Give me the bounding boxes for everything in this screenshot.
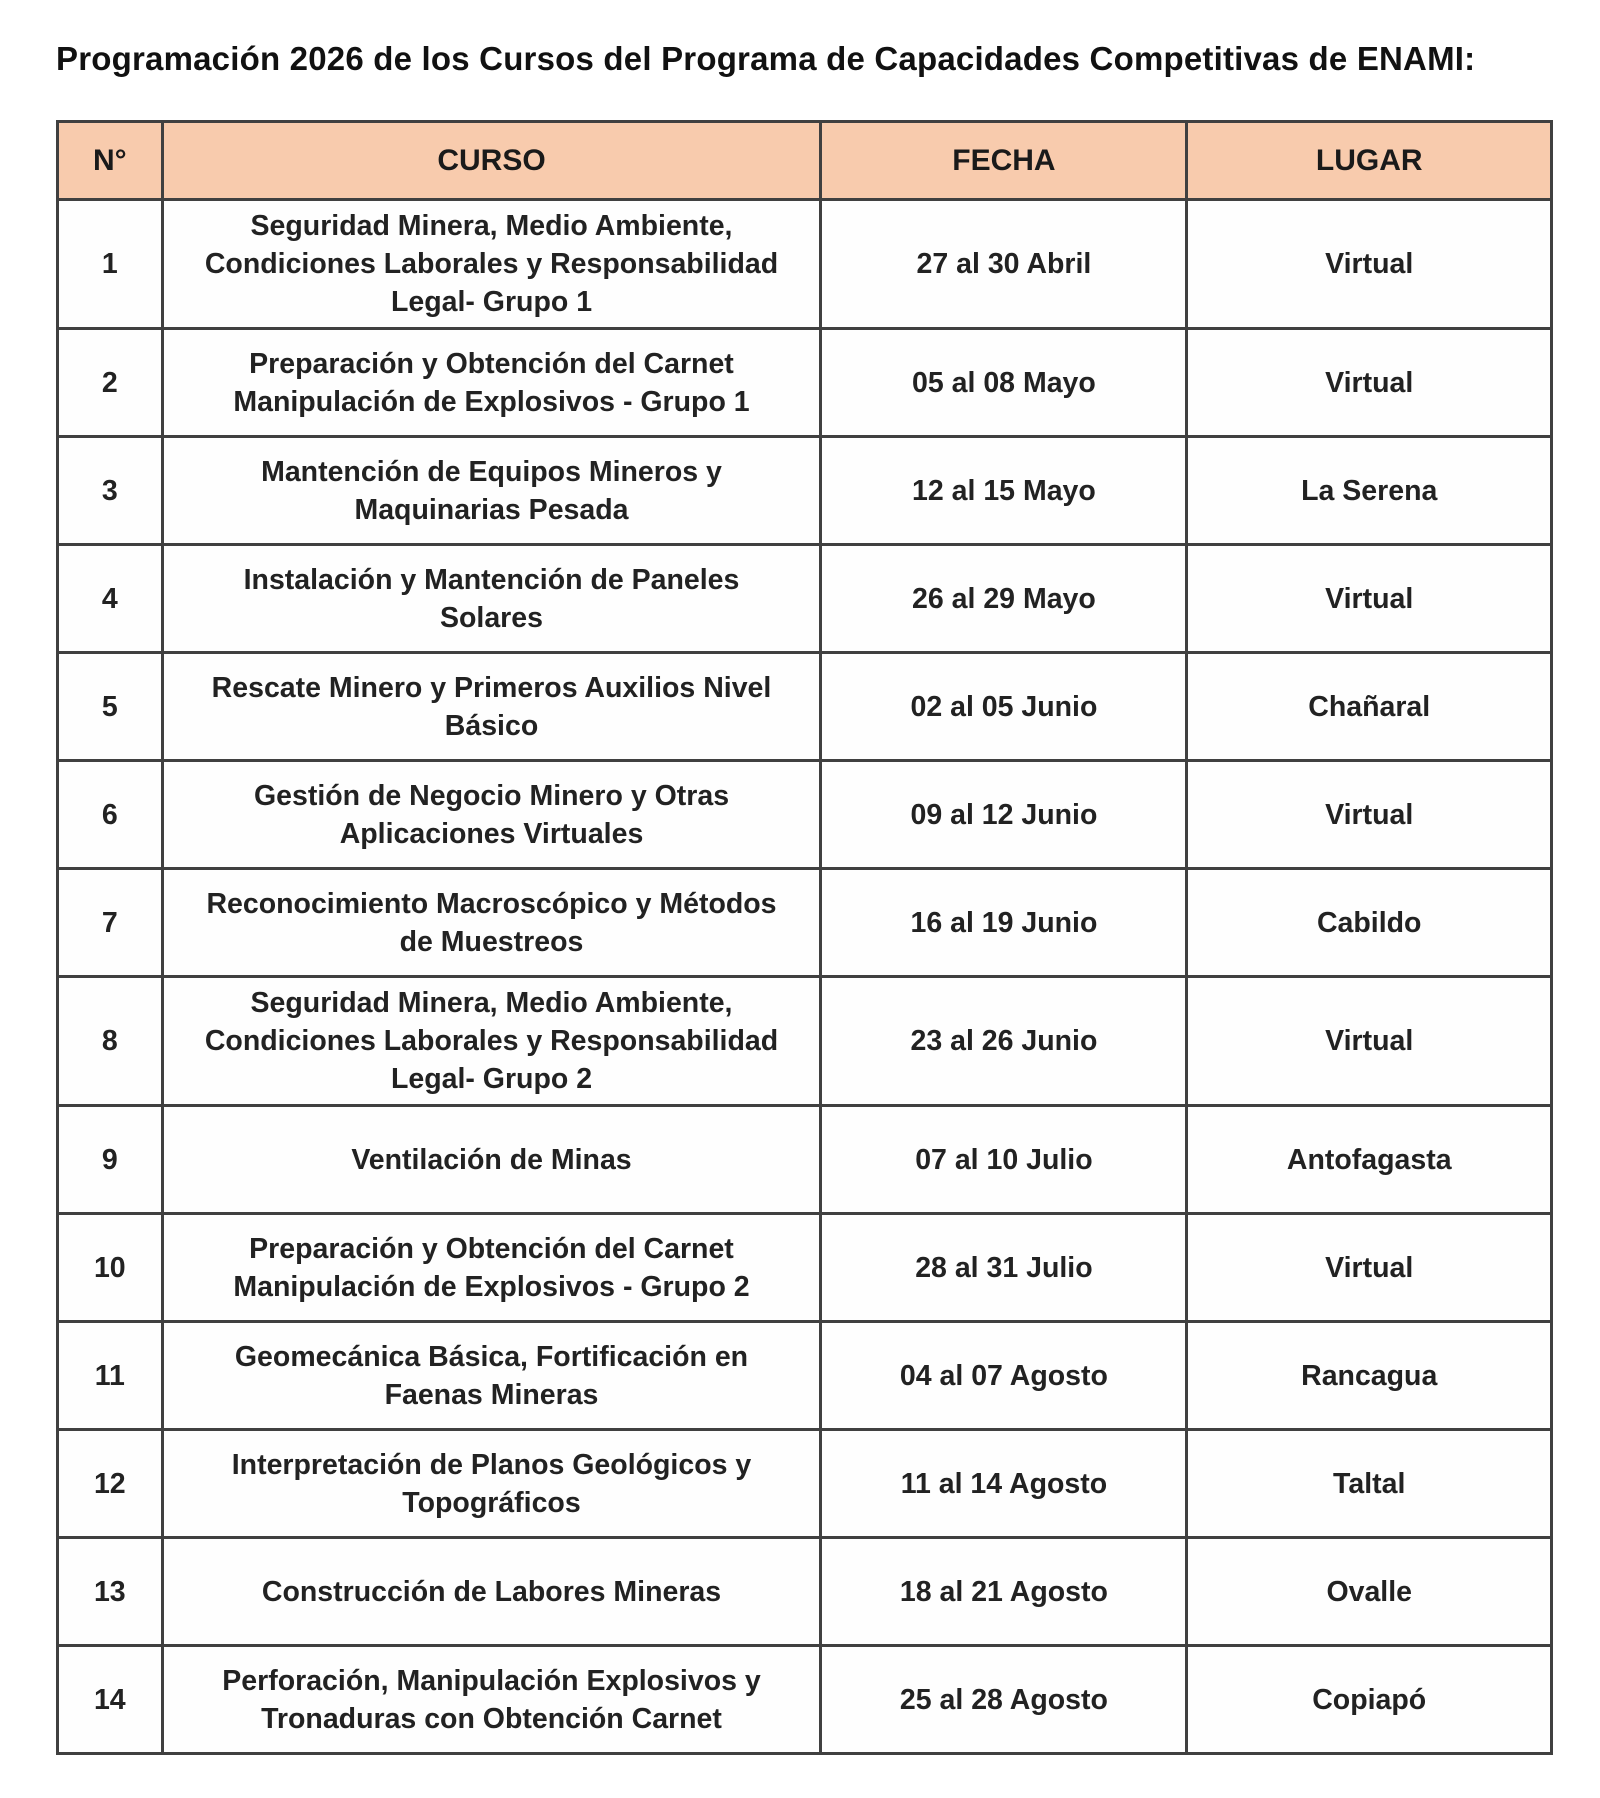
location-cell: Taltal xyxy=(1187,1430,1552,1538)
date-range-cell: 28 al 31 Julio xyxy=(821,1214,1187,1322)
course-name-cell: Reconocimiento Macroscópico y Métodos de Muestreos xyxy=(162,869,821,977)
date-range-cell: 18 al 21 Agosto xyxy=(821,1538,1187,1646)
row-number-cell: 14 xyxy=(58,1646,163,1754)
date-range-cell: 23 al 26 Junio xyxy=(821,977,1187,1106)
table-row xyxy=(58,761,1552,869)
date-range-cell: 25 al 28 Agosto xyxy=(821,1646,1187,1754)
row-number-cell: 10 xyxy=(58,1214,163,1322)
date-range-cell: 12 al 15 Mayo xyxy=(821,437,1187,545)
course-name-cell: Seguridad Minera, Medio Ambiente, Condiciones Laborales y Responsabilidad Legal- Grupo 2 xyxy=(162,977,821,1106)
table-row xyxy=(58,653,1552,761)
date-range-cell: 04 al 07 Agosto xyxy=(821,1322,1187,1430)
date-range-cell: 27 al 30 Abril xyxy=(821,200,1187,329)
course-name-cell: Mantención de Equipos Mineros y Maquinarias Pesada xyxy=(162,437,821,545)
course-name-cell: Preparación y Obtención del Carnet Manipulación de Explosivos - Grupo 1 xyxy=(162,329,821,437)
location-cell: Cabildo xyxy=(1187,869,1552,977)
row-number-cell: 8 xyxy=(58,977,163,1106)
row-number-cell: 2 xyxy=(58,329,163,437)
row-number-cell: 5 xyxy=(58,653,163,761)
column-header-location: LUGAR xyxy=(1187,122,1552,200)
date-range-cell: 05 al 08 Mayo xyxy=(821,329,1187,437)
course-name-cell: Gestión de Negocio Minero y Otras Aplicaciones Virtuales xyxy=(162,761,821,869)
table-row xyxy=(58,977,1552,1106)
course-name-cell: Perforación, Manipulación Explosivos y Tronaduras con Obtención Carnet xyxy=(162,1646,821,1754)
location-cell: Virtual xyxy=(1187,545,1552,653)
date-range-cell: 07 al 10 Julio xyxy=(821,1106,1187,1214)
course-name-cell: Construcción de Labores Mineras xyxy=(162,1538,821,1646)
table-body xyxy=(58,200,1552,1754)
table-row xyxy=(58,869,1552,977)
location-cell: Virtual xyxy=(1187,200,1552,329)
row-number-cell: 13 xyxy=(58,1538,163,1646)
table-row xyxy=(58,1106,1552,1214)
row-number-cell: 6 xyxy=(58,761,163,869)
row-number-cell: 3 xyxy=(58,437,163,545)
table-row xyxy=(58,1646,1552,1754)
date-range-cell: 26 al 29 Mayo xyxy=(821,545,1187,653)
location-cell: Rancagua xyxy=(1187,1322,1552,1430)
course-name-cell: Seguridad Minera, Medio Ambiente, Condiciones Laborales y Responsabilidad Legal- Grupo 1 xyxy=(162,200,821,329)
location-cell: Virtual xyxy=(1187,329,1552,437)
column-header-date: FECHA xyxy=(821,122,1187,200)
location-cell: Ovalle xyxy=(1187,1538,1552,1646)
date-range-cell: 11 al 14 Agosto xyxy=(821,1430,1187,1538)
course-schedule-table xyxy=(56,120,1553,1755)
location-cell: Virtual xyxy=(1187,977,1552,1106)
location-cell: La Serena xyxy=(1187,437,1552,545)
date-range-cell: 02 al 05 Junio xyxy=(821,653,1187,761)
row-number-cell: 1 xyxy=(58,200,163,329)
table-row xyxy=(58,1214,1552,1322)
table-row xyxy=(58,329,1552,437)
course-name-cell: Preparación y Obtención del Carnet Manipulación de Explosivos - Grupo 2 xyxy=(162,1214,821,1322)
table-row xyxy=(58,1430,1552,1538)
page-title: Programación 2026 de los Cursos del Programa de Capacidades Competitivas de ENAMI: xyxy=(56,40,1476,77)
date-range-cell: 16 al 19 Junio xyxy=(821,869,1187,977)
location-cell: Antofagasta xyxy=(1187,1106,1552,1214)
header-row xyxy=(58,122,1552,200)
course-name-cell: Instalación y Mantención de Paneles Solares xyxy=(162,545,821,653)
table-row xyxy=(58,437,1552,545)
table-row xyxy=(58,545,1552,653)
course-name-cell: Geomecánica Básica, Fortificación en Faenas Mineras xyxy=(162,1322,821,1430)
table-row xyxy=(58,1322,1552,1430)
course-name-cell: Rescate Minero y Primeros Auxilios Nivel Básico xyxy=(162,653,821,761)
table-row xyxy=(58,1538,1552,1646)
row-number-cell: 12 xyxy=(58,1430,163,1538)
row-number-cell: 7 xyxy=(58,869,163,977)
date-range-cell: 09 al 12 Junio xyxy=(821,761,1187,869)
location-cell: Chañaral xyxy=(1187,653,1552,761)
row-number-cell: 11 xyxy=(58,1322,163,1430)
location-cell: Virtual xyxy=(1187,1214,1552,1322)
location-cell: Virtual xyxy=(1187,761,1552,869)
table-row xyxy=(58,200,1552,329)
row-number-cell: 9 xyxy=(58,1106,163,1214)
course-name-cell: Interpretación de Planos Geológicos y Topográficos xyxy=(162,1430,821,1538)
course-name-cell: Ventilación de Minas xyxy=(162,1106,821,1214)
column-header-number: N° xyxy=(58,122,163,200)
location-cell: Copiapó xyxy=(1187,1646,1552,1754)
table-header xyxy=(58,122,1552,200)
row-number-cell: 4 xyxy=(58,545,163,653)
column-header-course: CURSO xyxy=(162,122,821,200)
